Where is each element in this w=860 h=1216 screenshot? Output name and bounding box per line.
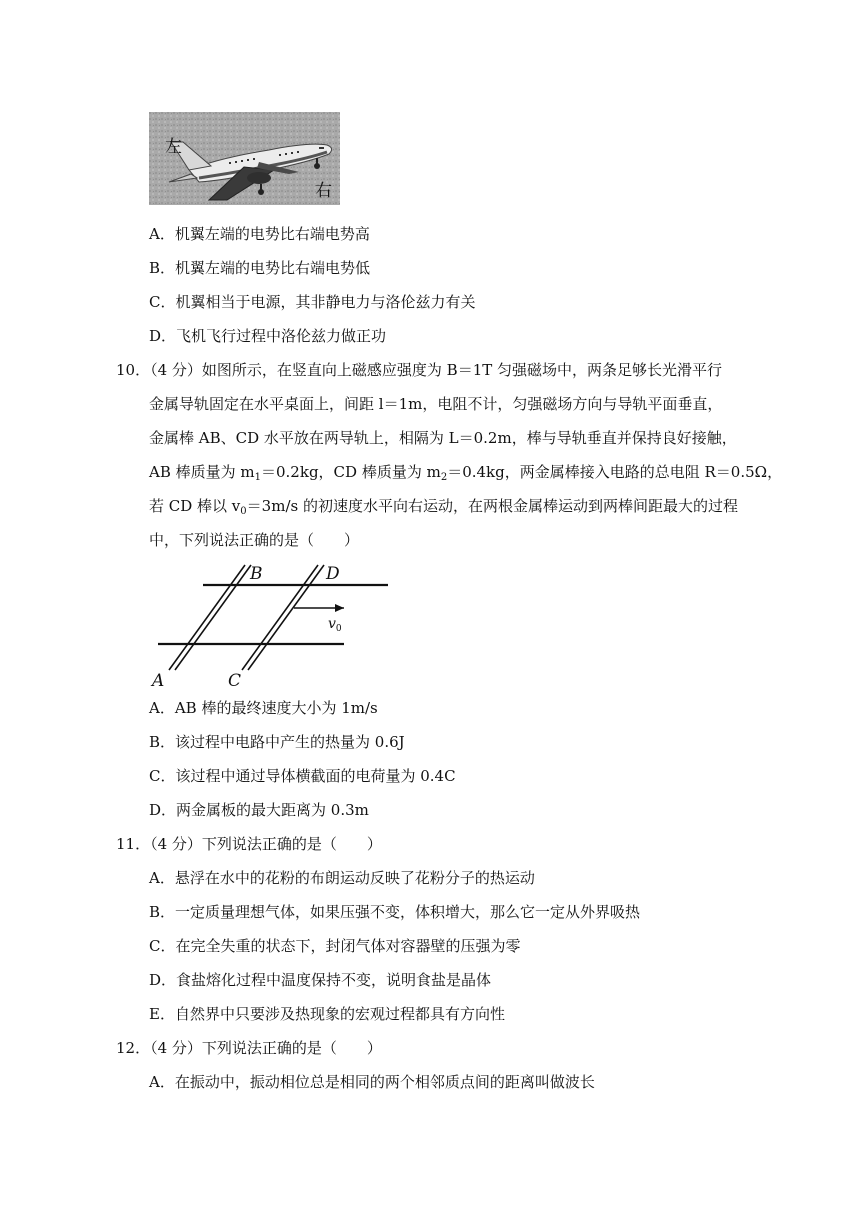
- label-b: B: [250, 564, 263, 584]
- q10-stem-line-2: 金属导轨固定在水平桌面上，间距 l＝1m，电阻不计，匀强磁场方向与导轨平面垂直，: [149, 395, 723, 413]
- q12-stem: 12．（4 分）下列说法正确的是（ ）: [116, 1039, 382, 1057]
- q11-option-b: B．一定质量理想气体，如果压强不变，体积增大，那么它一定从外界吸热: [149, 903, 641, 921]
- rails-figure: [148, 562, 398, 688]
- q12-option-a: A．在振动中，振动相位总是相同的两个相邻质点间的距离叫做波长: [149, 1073, 595, 1091]
- airplane-image: [149, 112, 340, 205]
- q9-option-d: D．飞机飞行过程中洛伦兹力做正功: [149, 327, 387, 345]
- rails-diagram: [148, 562, 398, 688]
- q11-option-d: D．食盐熔化过程中温度保持不变，说明食盐是晶体: [149, 971, 492, 989]
- q11-option-c: C．在完全失重的状态下，封闭气体对容器壁的压强为零: [149, 937, 521, 955]
- q10-stem-line-5: 若 CD 棒以 $v_0=3m/s$ 的初速度水平向右运动，在两根金属棒运动到两棒间距最大的过程: [149, 497, 738, 517]
- q9-option-a: A．机翼左端的电势比右端电势高: [149, 225, 370, 243]
- q10-option-c: C．该过程中通过导体横截面的电荷量为 0.4C: [149, 767, 456, 785]
- q10-stem-line-3: 金属棒 AB、CD 水平放在两导轨上，相隔为 L＝0.2m，棒与导轨垂直并保持良好接触，: [149, 429, 737, 447]
- label-v: $v_0$: [328, 616, 342, 634]
- q9-option-b: B．机翼左端的电势比右端电势低: [149, 259, 371, 277]
- q9-option-c: C．机翼相当于电源，其非静电力与洛伦兹力有关: [149, 293, 476, 311]
- q10-stem-line-6: 中，下列说法正确的是（ ）: [149, 531, 360, 549]
- label-a: A: [152, 671, 165, 688]
- label-c: C: [228, 671, 242, 688]
- q10-stem-line-4: AB 棒质量为 $m_1=0.2kg$，CD 棒质量为 $m_2=0.4kg$，两金属棒接入电路的总电阻 R＝0.5Ω，: [149, 463, 783, 483]
- q11-stem: 11．（4 分）下列说法正确的是（ ）: [116, 835, 382, 853]
- arrowhead-icon: [335, 604, 344, 612]
- rod-ab: [169, 565, 251, 670]
- right-label: 右: [315, 181, 332, 201]
- q10-option-b: B．该过程中电路中产生的热量为 0.6J: [149, 733, 405, 751]
- q11-option-a: A．悬浮在水中的花粉的布朗运动反映了花粉分子的热运动: [149, 869, 535, 887]
- q10-option-d: D．两金属板的最大距离为 0.3m: [149, 801, 369, 819]
- q10-stem-line-1: 10．（4 分）如图所示，在竖直向上磁感应强度为 B＝1T 匀强磁场中，两条足够长光滑平行: [116, 361, 723, 379]
- q10-option-a: A．AB 棒的最终速度大小为 1m/s: [149, 699, 378, 717]
- airplane-figure: [149, 112, 340, 205]
- left-label: 左: [165, 137, 182, 157]
- q11-option-e: E．自然界中只要涉及热现象的宏观过程都具有方向性: [149, 1005, 505, 1023]
- label-d: D: [326, 564, 340, 584]
